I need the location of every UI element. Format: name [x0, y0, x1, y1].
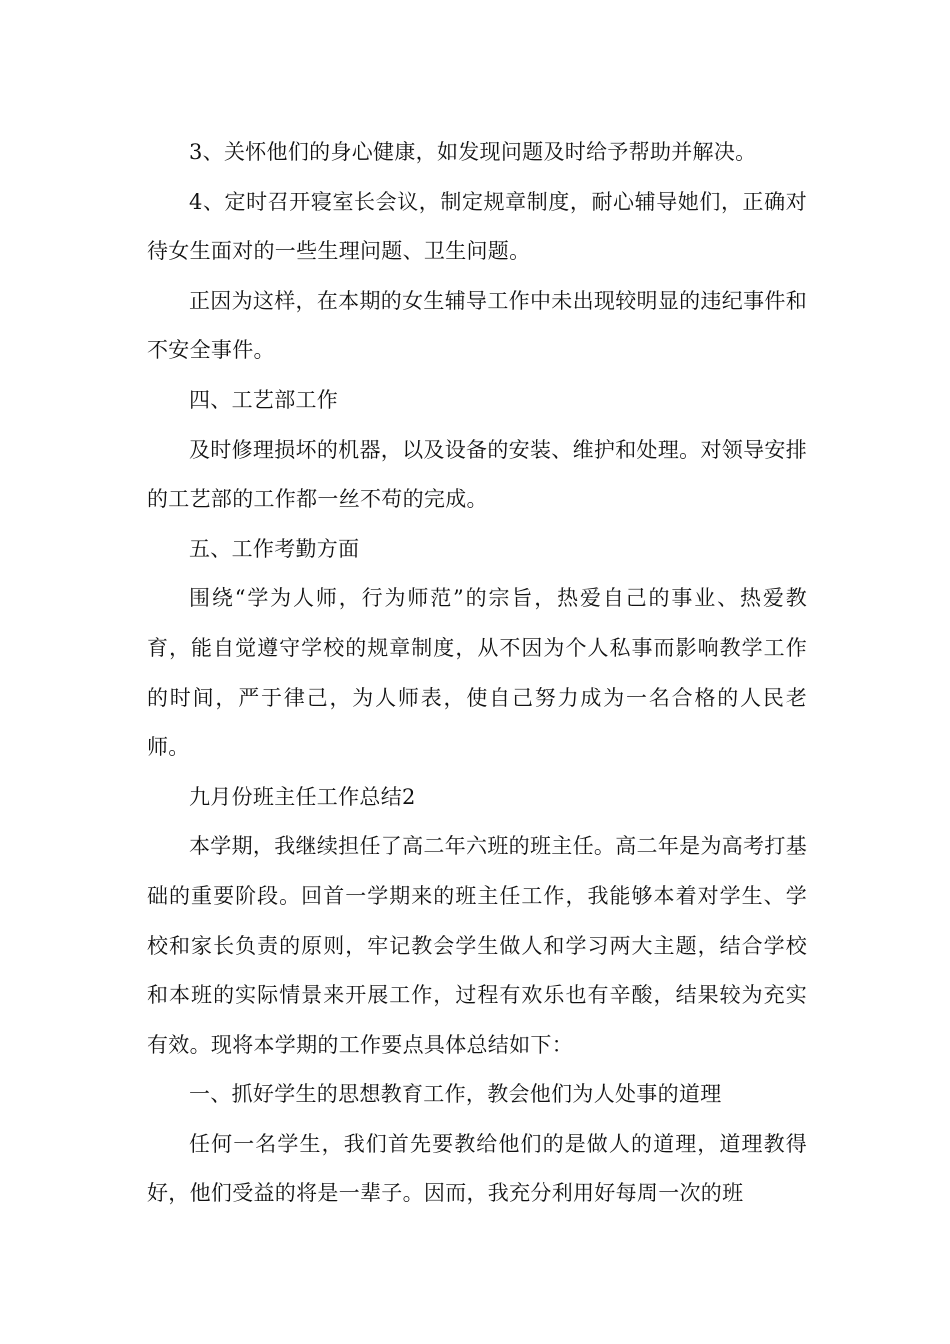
paragraph-no-incidents: 正因为这样，在本期的女生辅导工作中未出现较明显的违纪事件和不安全事件。 [147, 288, 807, 363]
section-heading-4: 四、工艺部工作 [189, 387, 339, 412]
document-body [147, 128, 807, 1219]
section-heading-5: 五、工作考勤方面 [189, 536, 360, 561]
paragraph-item-4: 4、定时召开寝室长会议，制定规章制度，耐心辅导她们，正确对待女生面对的一些生理问题、卫生问题。 [147, 189, 807, 264]
paragraph-item-3: 3、关怀他们的身心健康，如发现问题及时给予帮助并解决。 [189, 140, 757, 164]
paragraph-attendance: 围绕“学为人师，行为师范”的宗旨，热爱自己的事业、热爱教育，能自觉遵守学校的规章制度，从不因为个人私事而影响教学工作的时间，严于律己，为人师表，使自己努力成为一名合格的人民老师。 [147, 586, 807, 760]
paragraph-moral-education: 任何一名学生，我们首先要教给他们的是做人的道理，道理教得好，他们受益的将是一辈子。因而，我充分利用好每周一次的班 [147, 1131, 807, 1206]
article-title-2: 九月份班主任工作总结2 [189, 784, 416, 809]
section-heading-1: 一、抓好学生的思想教育工作，教会他们为人处事的道理 [189, 1082, 722, 1107]
paragraph-craft-work: 及时修理损坏的机器，以及设备的安装、维护和处理。对领导安排的工艺部的工作都一丝不苟的完成。 [147, 437, 807, 512]
paragraph-intro: 本学期，我继续担任了高二年六班的班主任。高二年是为高考打基础的重要阶段。回首一学期来的班主任工作，我能够本着对学生、学校和家长负责的原则，牢记教会学生做人和学习两大主题，结合学校和本班的实际情景来开展工作，过程有欢乐也有辛酸，结果较为充实有效。现将本学期的工作要点具体总结如下： [147, 834, 807, 1057]
